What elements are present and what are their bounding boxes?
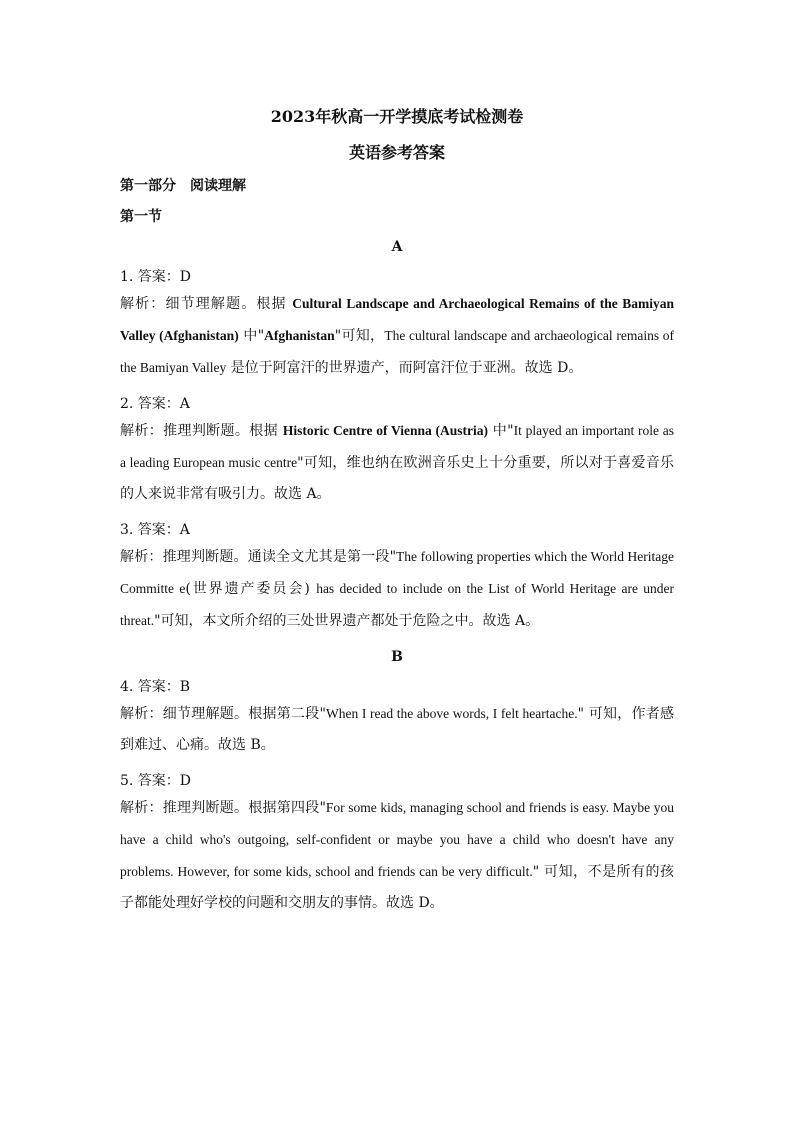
explanation-text: "可知，维也纳在欧洲音乐史上十分重要，所以对于喜爱音乐的人来说非常有吸引力。故选 A。 — [120, 455, 674, 502]
explanation-text: 中" — [238, 328, 265, 344]
explanation-paragraph — [120, 792, 674, 919]
english-quote: For some kids, managing school and friends is easy. Maybe you have a child who's outgoing, self-confident or maybe you have a child who doesn't have any problems. However, for some kids, school and friends can be very difficult. — [120, 800, 674, 879]
passage-letter: A — [391, 239, 403, 255]
bold-quote: Afghanistan — [264, 328, 335, 343]
answer-line: 3. 答案：A — [120, 522, 190, 538]
english-quote: The cultural landscape and archaeological remains of the Bamiyan Valley — [120, 328, 674, 375]
answer-line: 1. 答案：D — [120, 269, 192, 285]
explanation-text: "可知， — [334, 328, 385, 344]
explanation-paragraph — [120, 288, 674, 384]
explanation-text: "可知，本文所介绍的三处世界遗产都处于危险之中。故选 A。 — [154, 613, 540, 629]
section-heading: 第一节 — [120, 209, 162, 225]
english-quote: It played an important role as a leading European music centre — [120, 423, 674, 470]
passages-container — [120, 237, 674, 919]
explanation-paragraph — [120, 415, 674, 510]
page-title: 2023年秋高一开学摸底考试检测卷 — [270, 107, 524, 126]
explanation-text: 解析：细节理解题。根据 — [120, 296, 293, 312]
explanation-text: 解析：推理判断题。根据第四段" — [120, 800, 326, 816]
passage-letter: B — [391, 649, 403, 665]
english-quote: has decided to include on the List of World Heritage are under threat. — [120, 581, 674, 628]
explanation-text: (世界遗产委员会) — [185, 581, 317, 597]
english-quote: When I read the above words, I felt heartache. — [325, 706, 578, 721]
explanation-paragraph — [120, 698, 674, 761]
explanation-text: " 可知，不是所有的孩子都能处理好学校的问题和交朋友的事情。故选 D。 — [120, 864, 675, 911]
page-subtitle: 英语参考答案 — [348, 143, 445, 162]
explanation-text: 解析：推理判断题。通读全文尤其是第一段" — [120, 549, 397, 565]
explanation-text: 中" — [487, 423, 514, 439]
english-quote: The following properties which the World Heritage Committe e — [120, 549, 674, 596]
explanation-text: " 可知，作者感到难过、心痛。故选 B。 — [120, 706, 675, 753]
bold-quote: Cultural Landscape and Archaeological Remains of the Bamiyan Valley (Afghanistan) — [120, 296, 674, 343]
explanation-text: 解析：推理判断题。根据 — [120, 423, 283, 439]
explanation-paragraph — [120, 541, 674, 637]
part-heading: 第一部分 阅读理解 — [120, 178, 246, 194]
answer-line: 5. 答案：D — [120, 773, 192, 789]
answer-line: 4. 答案：B — [120, 679, 191, 695]
answer-line: 2. 答案：A — [120, 396, 190, 412]
bold-quote: Historic Centre of Vienna (Austria) — [282, 423, 488, 438]
explanation-text: 是位于阿富汗的世界遗产，而阿富汗位于亚洲。故选 D。 — [226, 360, 583, 376]
explanation-text: 解析：细节理解题。根据第二段" — [120, 706, 326, 722]
